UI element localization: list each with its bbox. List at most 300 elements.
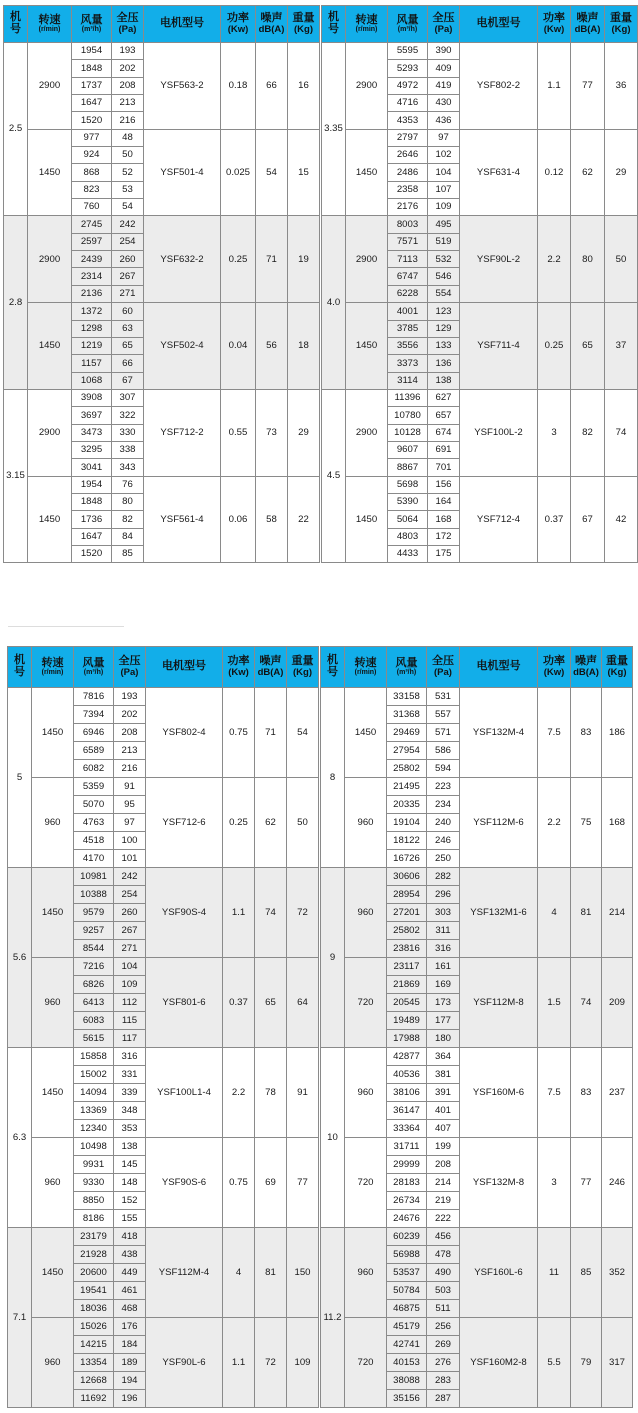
- motor-model: YSF90S-4: [146, 868, 223, 958]
- power-value: 0.75: [223, 1138, 255, 1228]
- motor-model: YSF160M2-8: [460, 1318, 538, 1408]
- airflow-value: 3556: [388, 337, 428, 354]
- model-number: 3.15: [4, 389, 28, 562]
- pressure-value: 82: [112, 511, 144, 528]
- table-row: [4, 43, 638, 60]
- power-value: 0.025: [221, 129, 256, 216]
- airflow-value: 21869: [387, 976, 427, 994]
- airflow-value: 12668: [74, 1372, 114, 1390]
- speed-value: 1450: [32, 868, 74, 958]
- header-airflow: [74, 647, 114, 688]
- header-airflow-unit: (m³/h): [83, 669, 104, 677]
- pressure-value: 161: [427, 958, 460, 976]
- airflow-value: 7113: [388, 251, 428, 268]
- airflow-value: 30606: [387, 868, 427, 886]
- weight-value: 54: [287, 688, 319, 778]
- pressure-value: 54: [112, 199, 144, 216]
- pressure-value: 701: [428, 459, 460, 476]
- model-number: 11.2: [321, 1228, 345, 1408]
- weight-value: 50: [605, 216, 638, 303]
- header-model-no: 机号: [321, 647, 345, 688]
- airflow-value: 823: [72, 181, 112, 198]
- header-power-unit: (Kw): [543, 23, 565, 35]
- header-noise-label: 噪声: [259, 655, 282, 668]
- weight-value: 317: [602, 1318, 633, 1408]
- pressure-value: 213: [112, 95, 144, 112]
- airflow-value: 3473: [72, 424, 112, 441]
- airflow-value: 35156: [387, 1390, 427, 1408]
- airflow-value: 2646: [388, 147, 428, 164]
- power-value: 1.1: [223, 868, 255, 958]
- weight-value: 352: [602, 1228, 633, 1318]
- airflow-value: 4763: [74, 814, 114, 832]
- airflow-value: 4001: [388, 303, 428, 320]
- speed-value: 960: [345, 778, 387, 868]
- header-motor-label: 电机型号: [160, 17, 204, 30]
- noise-value: 74: [571, 958, 602, 1048]
- header-weight-unit: (Kg): [607, 666, 627, 678]
- pressure-value: 208: [112, 77, 144, 94]
- header-model-no: 机号: [322, 6, 346, 43]
- header-airflow-label: 风量: [395, 656, 418, 669]
- model-number: 6.3: [8, 1048, 32, 1228]
- airflow-value: 1068: [72, 372, 112, 389]
- airflow-value: 25802: [387, 760, 427, 778]
- motor-model: YSF90S-6: [146, 1138, 223, 1228]
- header-power: [223, 647, 255, 688]
- header-airflow-label: 风量: [82, 656, 105, 669]
- pressure-value: 175: [428, 545, 460, 562]
- pressure-value: 172: [428, 528, 460, 545]
- motor-model: YSF112M-6: [460, 778, 538, 868]
- airflow-value: 3697: [72, 407, 112, 424]
- speed-value: 1450: [345, 688, 387, 778]
- header-speed-label: 转速: [354, 656, 377, 669]
- pressure-value: 283: [427, 1372, 460, 1390]
- header-airflow-label: 风量: [80, 13, 103, 26]
- airflow-value: 11396: [388, 389, 428, 406]
- header-weight: [288, 6, 320, 43]
- weight-value: 74: [605, 389, 638, 476]
- airflow-value: 10981: [74, 868, 114, 886]
- airflow-value: 1736: [72, 511, 112, 528]
- airflow-value: 4803: [388, 528, 428, 545]
- airflow-value: 3908: [72, 389, 112, 406]
- fan-spec-table-2: [7, 646, 633, 1408]
- header-power: [538, 6, 571, 43]
- pressure-value: 419: [428, 77, 460, 94]
- pressure-value: 76: [112, 476, 144, 493]
- speed-value: 720: [345, 958, 387, 1048]
- motor-model: YSF802-2: [460, 43, 538, 130]
- noise-value: 79: [571, 1318, 602, 1408]
- pressure-value: 250: [427, 850, 460, 868]
- pressure-value: 316: [427, 940, 460, 958]
- airflow-value: 3373: [388, 355, 428, 372]
- power-value: 1.1: [223, 1318, 255, 1408]
- airflow-value: 11692: [74, 1390, 114, 1408]
- pressure-value: 409: [428, 60, 460, 77]
- power-value: 1.5: [538, 958, 571, 1048]
- weight-value: 29: [288, 389, 320, 476]
- airflow-value: 15002: [74, 1066, 114, 1084]
- power-value: 0.25: [223, 778, 255, 868]
- motor-model: YSF711-4: [460, 303, 538, 390]
- airflow-value: 40536: [387, 1066, 427, 1084]
- airflow-value: 33364: [387, 1120, 427, 1138]
- noise-value: 71: [256, 216, 288, 303]
- pressure-value: 254: [114, 886, 146, 904]
- header-noise: [256, 6, 288, 43]
- header-weight: [287, 647, 319, 688]
- airflow-value: 1372: [72, 303, 112, 320]
- airflow-value: 2597: [72, 233, 112, 250]
- airflow-value: 7216: [74, 958, 114, 976]
- airflow-value: 20545: [387, 994, 427, 1012]
- pressure-value: 115: [114, 1012, 146, 1030]
- airflow-value: 42741: [387, 1336, 427, 1354]
- header-speed-unit: (r/min): [38, 26, 61, 34]
- pressure-value: 152: [114, 1192, 146, 1210]
- weight-value: 72: [287, 868, 319, 958]
- speed-value: 1450: [28, 476, 72, 563]
- pressure-value: 303: [427, 904, 460, 922]
- speed-value: 720: [345, 1138, 387, 1228]
- pressure-value: 138: [428, 372, 460, 389]
- header-noise-unit: dB(A): [258, 23, 285, 35]
- pressure-value: 85: [112, 545, 144, 562]
- pressure-value: 242: [112, 216, 144, 233]
- speed-value: 1450: [32, 1228, 74, 1318]
- header-airflow: [388, 6, 428, 43]
- pressure-value: 657: [428, 407, 460, 424]
- airflow-value: 36147: [387, 1102, 427, 1120]
- weight-value: 42: [605, 476, 638, 563]
- airflow-value: 1298: [72, 320, 112, 337]
- pressure-value: 208: [427, 1156, 460, 1174]
- header-speed-unit: (r/min): [355, 26, 378, 34]
- airflow-value: 1157: [72, 355, 112, 372]
- pressure-value: 531: [427, 688, 460, 706]
- airflow-value: 10128: [388, 424, 428, 441]
- motor-model: YSF100L1-4: [146, 1048, 223, 1138]
- header-weight: [605, 6, 638, 43]
- airflow-value: 23816: [387, 940, 427, 958]
- pressure-value: 184: [114, 1336, 146, 1354]
- weight-value: 237: [602, 1048, 633, 1138]
- speed-value: 1450: [346, 129, 388, 216]
- pressure-value: 430: [428, 95, 460, 112]
- airflow-value: 27201: [387, 904, 427, 922]
- pressure-value: 202: [112, 60, 144, 77]
- noise-value: 83: [571, 688, 602, 778]
- header-airflow: [72, 6, 112, 43]
- pressure-value: 287: [427, 1390, 460, 1408]
- airflow-value: 40153: [387, 1354, 427, 1372]
- power-value: 0.18: [221, 43, 256, 130]
- airflow-value: 3295: [72, 441, 112, 458]
- pressure-value: 117: [114, 1030, 146, 1048]
- airflow-value: 4518: [74, 832, 114, 850]
- header-motor-label: 电机型号: [162, 660, 206, 673]
- weight-value: 19: [288, 216, 320, 303]
- airflow-value: 5390: [388, 493, 428, 510]
- noise-value: 75: [571, 778, 602, 868]
- header-motor-label: 电机型号: [476, 660, 521, 673]
- motor-model: YSF802-4: [146, 688, 223, 778]
- airflow-value: 38106: [387, 1084, 427, 1102]
- header-pressure-label: 全压: [118, 655, 141, 668]
- noise-value: 56: [256, 303, 288, 390]
- pressure-value: 519: [428, 233, 460, 250]
- header-weight: [602, 647, 633, 688]
- airflow-value: 9931: [74, 1156, 114, 1174]
- pressure-value: 316: [114, 1048, 146, 1066]
- airflow-value: 15858: [74, 1048, 114, 1066]
- weight-value: 150: [287, 1228, 319, 1318]
- pressure-value: 331: [114, 1066, 146, 1084]
- airflow-value: 20335: [387, 796, 427, 814]
- pressure-value: 490: [427, 1264, 460, 1282]
- airflow-value: 33158: [387, 688, 427, 706]
- power-value: 11: [538, 1228, 571, 1318]
- airflow-value: 4716: [388, 95, 428, 112]
- model-number: 2.5: [4, 43, 28, 216]
- pressure-value: 102: [428, 147, 460, 164]
- airflow-value: 1848: [72, 60, 112, 77]
- pressure-value: 208: [114, 724, 146, 742]
- power-value: 7.5: [538, 688, 571, 778]
- header-motor: [460, 647, 538, 688]
- pressure-value: 169: [427, 976, 460, 994]
- airflow-value: 3041: [72, 459, 112, 476]
- weight-value: 186: [602, 688, 633, 778]
- airflow-value: 19104: [387, 814, 427, 832]
- airflow-value: 26734: [387, 1192, 427, 1210]
- pressure-value: 136: [428, 355, 460, 372]
- header-weight-unit: (Kg): [294, 23, 313, 35]
- airflow-value: 2439: [72, 251, 112, 268]
- power-value: 0.25: [221, 216, 256, 303]
- pressure-value: 436: [428, 112, 460, 129]
- table-row: [8, 688, 633, 706]
- pressure-value: 112: [114, 994, 146, 1012]
- speed-value: 1450: [28, 129, 72, 216]
- weight-value: 214: [602, 868, 633, 958]
- pressure-value: 254: [112, 233, 144, 250]
- airflow-value: 760: [72, 199, 112, 216]
- airflow-value: 12340: [74, 1120, 114, 1138]
- speed-value: 2900: [28, 389, 72, 476]
- pressure-value: 296: [427, 886, 460, 904]
- pressure-value: 246: [427, 832, 460, 850]
- motor-model: YSF100L-2: [460, 389, 538, 476]
- pressure-value: 50: [112, 147, 144, 164]
- noise-value: 81: [571, 868, 602, 958]
- pressure-value: 557: [427, 706, 460, 724]
- noise-value: 81: [255, 1228, 287, 1318]
- speed-value: 960: [345, 1048, 387, 1138]
- header-pressure-label: 全压: [432, 655, 454, 668]
- power-value: 3: [538, 1138, 571, 1228]
- pressure-value: 101: [114, 850, 146, 868]
- airflow-value: 8544: [74, 940, 114, 958]
- header-pressure-unit: (Pa): [434, 666, 452, 678]
- pressure-value: 173: [427, 994, 460, 1012]
- airflow-value: 1520: [72, 112, 112, 129]
- header-speed: [32, 647, 74, 688]
- pressure-value: 468: [114, 1300, 146, 1318]
- airflow-value: 8850: [74, 1192, 114, 1210]
- weight-value: 37: [605, 303, 638, 390]
- motor-model: YSF501-4: [144, 129, 221, 216]
- speed-value: 960: [32, 778, 74, 868]
- airflow-value: 1647: [72, 95, 112, 112]
- airflow-value: 2797: [388, 129, 428, 146]
- pressure-value: 594: [427, 760, 460, 778]
- motor-model: YSF112M-8: [460, 958, 538, 1048]
- power-value: 0.75: [223, 688, 255, 778]
- pressure-value: 84: [112, 528, 144, 545]
- pressure-value: 180: [427, 1030, 460, 1048]
- airflow-value: 25802: [387, 922, 427, 940]
- pressure-value: 223: [427, 778, 460, 796]
- airflow-value: 7571: [388, 233, 428, 250]
- noise-value: 77: [571, 1138, 602, 1228]
- header-pressure: [114, 647, 146, 688]
- airflow-value: 60239: [387, 1228, 427, 1246]
- header-noise-label: 噪声: [576, 12, 599, 25]
- noise-value: 72: [255, 1318, 287, 1408]
- pressure-value: 196: [114, 1390, 146, 1408]
- pressure-value: 129: [428, 320, 460, 337]
- pressure-value: 390: [428, 43, 460, 60]
- pressure-value: 546: [428, 268, 460, 285]
- power-value: 7.5: [538, 1048, 571, 1138]
- airflow-value: 45179: [387, 1318, 427, 1336]
- power-value: 2.2: [223, 1048, 255, 1138]
- motor-model: YSF561-4: [144, 476, 221, 563]
- table-row: [8, 868, 633, 886]
- airflow-value: 6228: [388, 285, 428, 302]
- header-weight-unit: (Kg): [293, 666, 312, 678]
- pressure-value: 495: [428, 216, 460, 233]
- airflow-value: 1954: [72, 476, 112, 493]
- power-value: 0.04: [221, 303, 256, 390]
- airflow-value: 28954: [387, 886, 427, 904]
- header-power-unit: (Kw): [543, 666, 565, 678]
- header-airflow-label: 风量: [396, 13, 419, 26]
- pressure-value: 164: [428, 493, 460, 510]
- pressure-value: 97: [428, 129, 460, 146]
- pressure-value: 571: [427, 724, 460, 742]
- header-model-no: 机号: [8, 647, 32, 688]
- pressure-value: 407: [427, 1120, 460, 1138]
- pressure-value: 449: [114, 1264, 146, 1282]
- header-power-label: 功率: [227, 655, 250, 668]
- motor-model: YSF712-6: [146, 778, 223, 868]
- pressure-value: 148: [114, 1174, 146, 1192]
- header-pressure-label: 全压: [116, 12, 139, 25]
- pressure-value: 343: [112, 459, 144, 476]
- airflow-value: 6747: [388, 268, 428, 285]
- weight-value: 16: [288, 43, 320, 130]
- weight-value: 50: [287, 778, 319, 868]
- airflow-value: 17988: [387, 1030, 427, 1048]
- airflow-value: 1219: [72, 337, 112, 354]
- divider-line: [8, 626, 124, 627]
- header-airflow-unit: (m³/h): [396, 669, 417, 677]
- fan-spec-table-1: [3, 5, 638, 563]
- pressure-value: 80: [112, 493, 144, 510]
- header-speed-label: 转速: [41, 656, 64, 669]
- airflow-value: 5615: [74, 1030, 114, 1048]
- header-motor: [146, 647, 223, 688]
- header-pressure: [427, 647, 460, 688]
- airflow-value: 20600: [74, 1264, 114, 1282]
- power-value: 2.2: [538, 216, 571, 303]
- table-row: [8, 1048, 633, 1066]
- model-number: 5.6: [8, 868, 32, 1048]
- airflow-value: 2136: [72, 285, 112, 302]
- airflow-value: 924: [72, 147, 112, 164]
- airflow-value: 2358: [388, 181, 428, 198]
- pressure-value: 216: [114, 760, 146, 778]
- power-value: 0.12: [538, 129, 571, 216]
- pressure-value: 256: [427, 1318, 460, 1336]
- noise-value: 69: [255, 1138, 287, 1228]
- pressure-value: 60: [112, 303, 144, 320]
- airflow-value: 6082: [74, 760, 114, 778]
- airflow-value: 1848: [72, 493, 112, 510]
- airflow-value: 42877: [387, 1048, 427, 1066]
- airflow-value: 868: [72, 164, 112, 181]
- pressure-value: 461: [114, 1282, 146, 1300]
- noise-value: 73: [256, 389, 288, 476]
- noise-value: 65: [255, 958, 287, 1048]
- airflow-value: 8867: [388, 459, 428, 476]
- weight-value: 64: [287, 958, 319, 1048]
- motor-model: YSF632-2: [144, 216, 221, 303]
- noise-value: 74: [255, 868, 287, 958]
- airflow-value: 4170: [74, 850, 114, 868]
- airflow-value: 3785: [388, 320, 428, 337]
- motor-model: YSF712-2: [144, 389, 221, 476]
- airflow-value: 4972: [388, 77, 428, 94]
- airflow-value: 14094: [74, 1084, 114, 1102]
- header-speed-label: 转速: [38, 13, 61, 26]
- header-power-label: 功率: [543, 655, 565, 668]
- power-value: 0.37: [223, 958, 255, 1048]
- pressure-value: 168: [428, 511, 460, 528]
- airflow-value: 31368: [387, 706, 427, 724]
- airflow-value: 6589: [74, 742, 114, 760]
- pressure-value: 381: [427, 1066, 460, 1084]
- pressure-value: 418: [114, 1228, 146, 1246]
- pressure-value: 216: [112, 112, 144, 129]
- header-pressure-unit: (Pa): [118, 23, 137, 35]
- pressure-value: 202: [114, 706, 146, 724]
- header-speed-unit: (r/min): [41, 669, 64, 677]
- speed-value: 960: [32, 958, 74, 1048]
- power-value: 3: [538, 389, 571, 476]
- airflow-value: 2745: [72, 216, 112, 233]
- weight-value: 29: [605, 129, 638, 216]
- header-pressure: [428, 6, 460, 43]
- airflow-value: 4433: [388, 545, 428, 562]
- header-speed-label: 转速: [355, 13, 378, 26]
- pressure-value: 282: [427, 868, 460, 886]
